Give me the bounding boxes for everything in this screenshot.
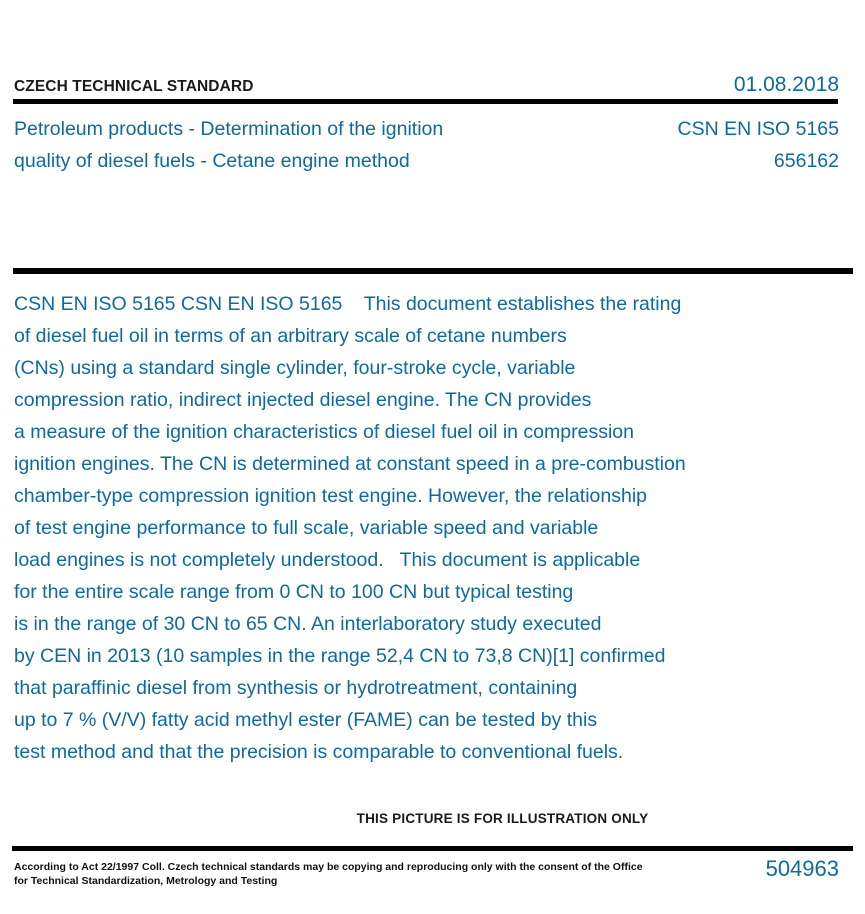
abstract-line: that paraffinic diesel from synthesis or hydrotreatment, containing xyxy=(14,677,578,699)
document-footer xyxy=(14,856,839,888)
standard-identifiers xyxy=(678,113,839,177)
standard-title-line-2: quality of diesel fuels - Cetane engine method xyxy=(14,150,410,172)
publication-date: 01.08.2018 xyxy=(733,73,839,96)
abstract-line: of diesel fuel oil in terms of an arbitrary scale of cetane numbers xyxy=(14,325,567,347)
title-block xyxy=(14,113,839,177)
header-divider-rule xyxy=(13,99,838,104)
body-divider-rule xyxy=(13,268,853,274)
copyright-notice-line-2: for Technical Standardization, Metrology and Testing xyxy=(14,875,278,887)
abstract-line: compression ratio, indirect injected diesel engine. The CN provides xyxy=(14,389,592,411)
document-order-number: 504963 xyxy=(765,856,839,881)
copyright-notice-line-1: According to Act 22/1997 Coll. Czech technical standards may be copying and reproducing only with the consent of the Office xyxy=(14,861,643,873)
abstract-body xyxy=(14,288,854,768)
abstract-line: a measure of the ignition characteristics of diesel fuel oil in compression xyxy=(14,421,634,443)
standard-type-label: CZECH TECHNICAL STANDARD xyxy=(14,78,254,95)
abstract-line: is in the range of 30 CN to 65 CN. An interlaboratory study executed xyxy=(14,613,602,635)
abstract-line: test method and that the precision is comparable to conventional fuels. xyxy=(14,741,624,763)
standard-classification-code: 656162 xyxy=(773,150,839,172)
abstract-line: by CEN in 2013 (10 samples in the range 52,4 CN to 73,8 CN)[1] confirmed xyxy=(14,645,666,667)
illustration-notice xyxy=(0,811,865,826)
abstract-line: chamber-type compression ignition test engine. However, the relationship xyxy=(14,485,648,507)
copyright-notice xyxy=(14,860,643,888)
abstract-line: (CNs) using a standard single cylinder, four-stroke cycle, variable xyxy=(14,357,576,379)
abstract-line: of test engine performance to full scale, variable speed and variable xyxy=(14,517,599,539)
illustration-notice-text: THIS PICTURE IS FOR ILLUSTRATION ONLY xyxy=(356,811,649,826)
standard-designation: CSN EN ISO 5165 xyxy=(677,118,839,140)
abstract-line: up to 7 % (V/V) fatty acid methyl ester (FAME) can be tested by this xyxy=(14,709,598,731)
abstract-line: CSN EN ISO 5165 CSN EN ISO 5165 This document establishes the rating xyxy=(14,293,682,315)
abstract-line: ignition engines. The CN is determined at constant speed in a pre-combustion xyxy=(14,453,686,475)
abstract-line: for the entire scale range from 0 CN to 100 CN but typical testing xyxy=(14,581,574,603)
abstract-line: load engines is not completely understood. This document is applicable xyxy=(14,549,641,571)
standard-title-line-1: Petroleum products - Determination of the ignition xyxy=(14,118,444,140)
standard-title xyxy=(14,113,443,177)
footer-divider-rule xyxy=(12,846,853,851)
document-header xyxy=(14,73,839,97)
